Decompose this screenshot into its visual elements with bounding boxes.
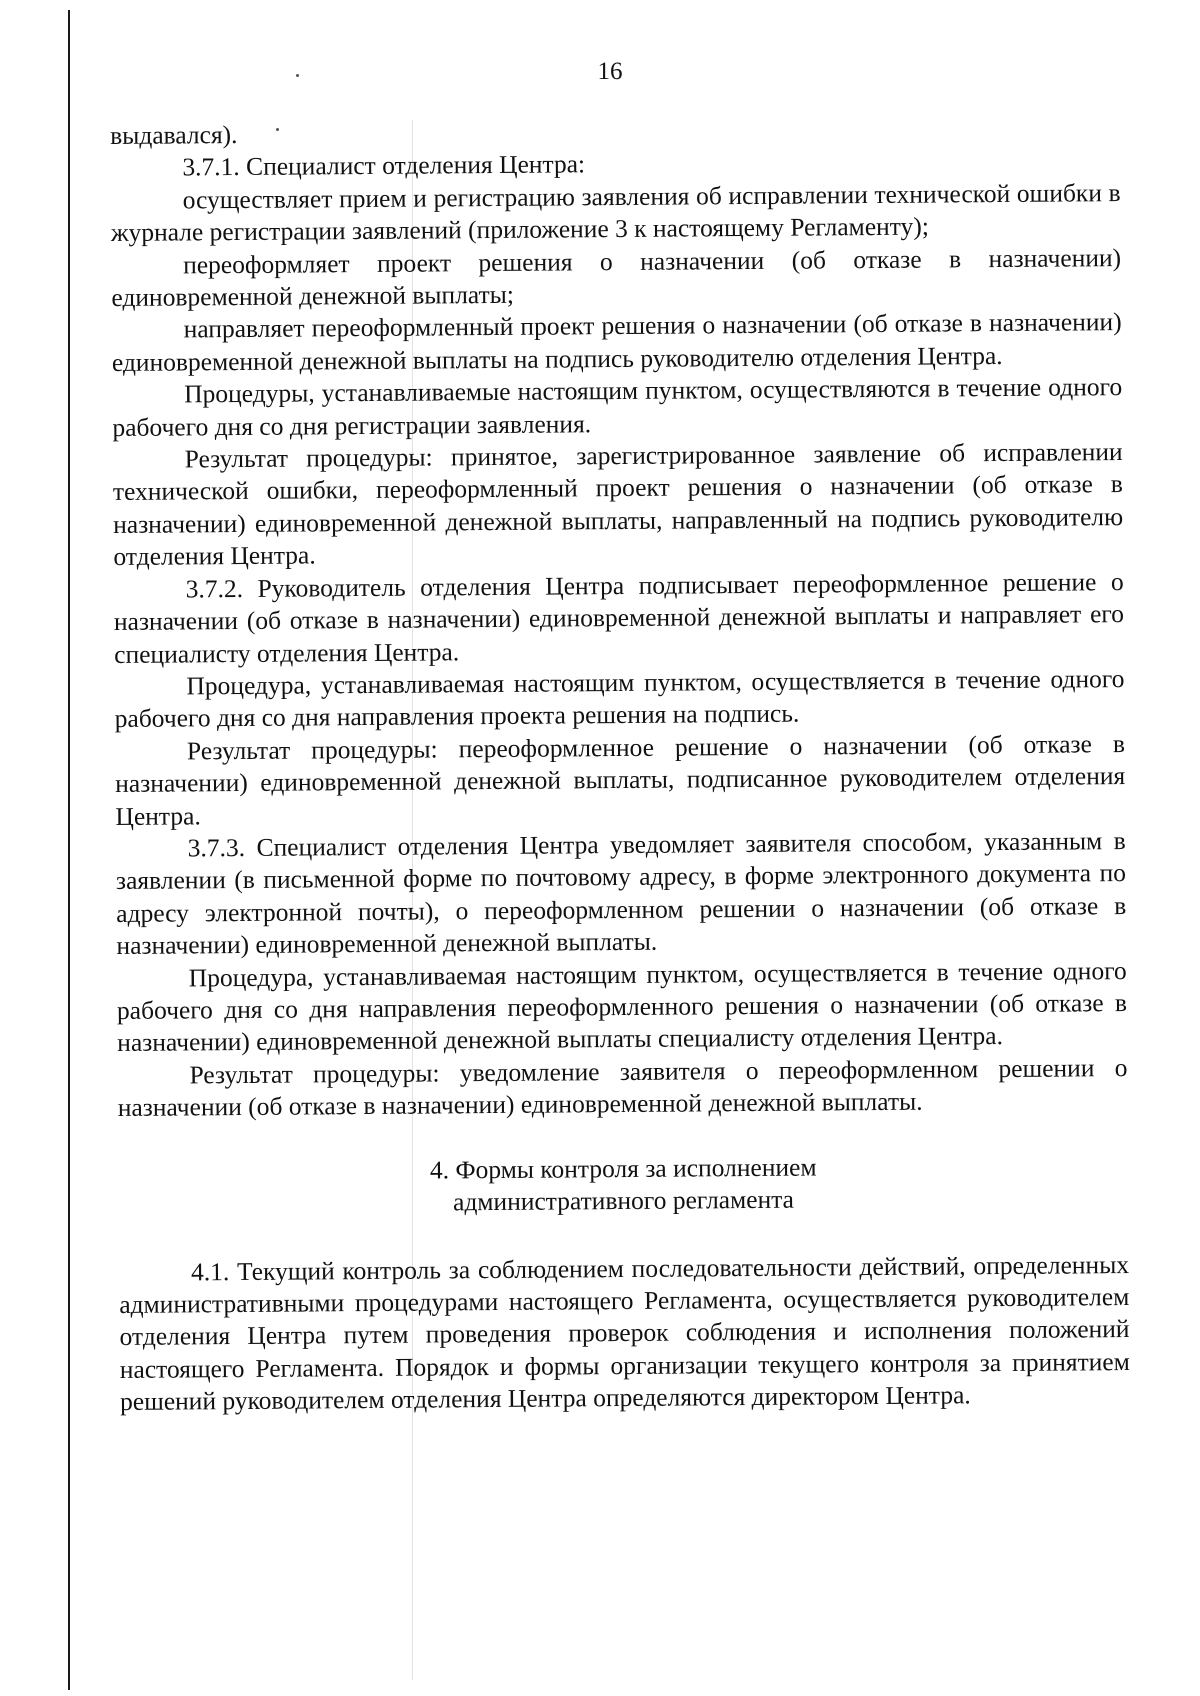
section-heading-line: 4. Формы контроля за исполнением — [429, 1152, 817, 1185]
paragraph: направляет переоформленный проект решения о назначении (об отказе в назначении) единовременной денежной выплаты на подпись руководителю отделения Центра. — [111, 307, 1122, 377]
section-heading — [118, 1149, 1128, 1221]
paragraph: переоформляет проект решения о назначении (об отказе в назначении) единовременной денежной выплаты; — [111, 242, 1122, 313]
paragraph: Результат процедуры: уведомление заявителя о переоформленном решении о назначении (об отказе в назначении) единовременной денежной выплаты. — [117, 1052, 1128, 1123]
paragraph: Процедура, устанавливаемая настоящим пунктом, осуществляется в течение одного рабочего дня со дня направления проекта решения на подпись. — [114, 663, 1125, 734]
page-number: 16 — [597, 58, 623, 85]
paragraph: Процедура, устанавливаемая настоящим пунктом, осуществляется в течение одного рабочего дня со дня направления переоформленного решения о назначении (об отказе в назначении) единовременной денежной выплаты специалисту отделения Центра. — [116, 955, 1128, 1058]
paragraph: Процедуры, устанавливаемые настоящим пунктом, осуществляются в течение одного рабочего дня со дня регистрации заявления. — [112, 372, 1123, 442]
section-heading-line: административного регламента — [452, 1184, 795, 1216]
paragraph: Результат процедуры: переоформленное решение о назначении (об отказе в назначении) единовременной денежной выплаты, подписанное руководителем отделения Центра. — [115, 728, 1126, 831]
paragraph: осуществляет прием и регистрацию заявления об исправлении технической ошибки в журнале регистрации заявлений (приложение 3 к настоящему Регламенту); — [110, 177, 1121, 248]
paragraph: 3.7.1. Специалист отделения Центра: — [182, 149, 586, 182]
paragraph: Результат процедуры: принятое, зарегистрированное заявление об исправлении технической ошибки, переоформленный проект решения о назначении (об отказе в назначении) единовременной денежной выплаты, направленный на подпись руководителю отделения Центра. — [112, 437, 1124, 572]
paragraph: 4.1. Текущий контроль за соблюдением последовательности действий, определенных административными процедурами настоящего Регламента, осуществляется руководителем отделения Центра путем проведения проверок соблюдения и исполнения положений настоящего Регламента. Порядок и формы организации текущего контроля за принятием решений руководителем отделения Центра определяются директором Центра. — [119, 1249, 1130, 1417]
paragraph: 3.7.3. Специалист отделения Центра уведомляет заявителя способом, указанным в заявлении (в письменной форме по почтовому адресу, в форме электронного документа по адресу электронной почты), о переоформленном решении о назначении (об отказе в назначении) единовременной денежной выплаты. — [115, 825, 1127, 961]
paragraph: 3.7.2. Руководитель отделения Центра подписывает переоформленное решение о назначении (об отказе в назначении) единовременной денежной выплаты и направляет его специалисту отделения Центра. — [113, 566, 1125, 669]
binding-margin-line — [68, 10, 70, 1690]
document-body — [110, 112, 1130, 1419]
paragraph: выдавался). — [110, 119, 238, 150]
